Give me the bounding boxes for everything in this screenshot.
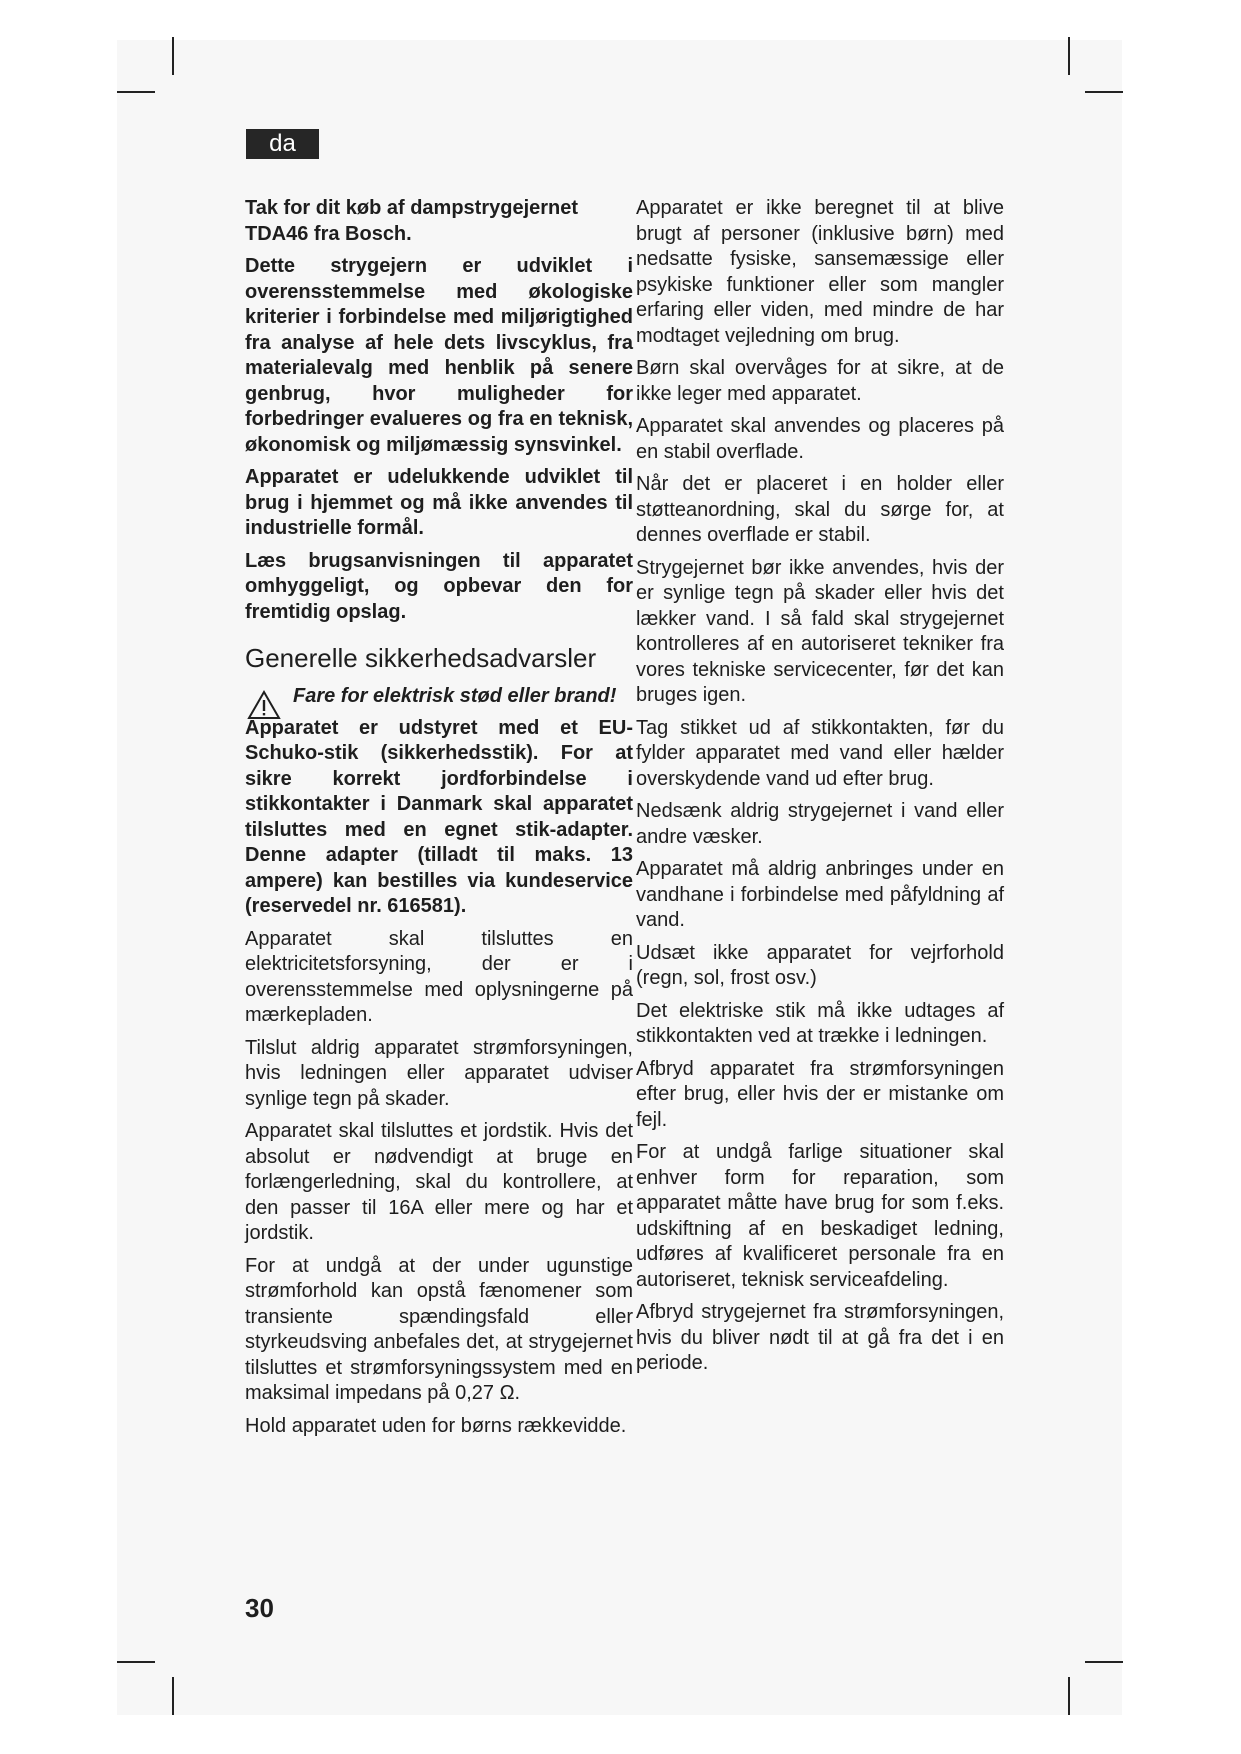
right-paragraph: Det elektriske stik må ikke udtages af stikkontakten ved at trække i ledningen. [636,999,1004,1047]
warning-triangle-icon [247,690,281,720]
crop-mark-bottom-right-horizontal [1085,1661,1123,1663]
crop-mark-bottom-right-vertical [1068,1677,1070,1715]
section-title: Generelle sikkerhedsadvarsler [245,643,597,673]
crop-mark-top-left-vertical [172,37,174,75]
left-column [245,196,633,1446]
warning-block [245,684,633,710]
right-paragraph: Når det er placeret i en holder eller støtteanordning, skal du sørge for, at dennes overflade er stabil. [636,473,1004,546]
intro-title: Tak for dit køb af dampstrygejernet TDA46 fra Bosch. [245,197,579,245]
language-tab: da [246,129,319,159]
intro-read: Læs brugsanvisningen til apparatet omhyggeligt, og opbevar den for fremtidig opslag. [245,549,633,623]
right-paragraph: Afbryd apparatet fra strømforsyningen efter brug, eller hvis der er mistanke om fejl. [636,1057,1004,1131]
right-paragraph: Nedsænk aldrig strygejernet i vand eller andre væsker. [636,800,1004,848]
intro-eco: Dette strygejern er udviklet i overensstemmelse med økologiske kriterier i forbindelse med miljørigtighed fra analyse af hele dets livscyklus, fra materialevalg med henblik på senere genbrug, hvor muligheder for forbedringer evalueres og fra en teknisk, økonomisk og miljømæssig synsvinkel. [245,255,633,456]
left-paragraph: For at undgå at der under ugunstige strømforhold kan opstå fænomener som transiente spændingsfald eller styrkeudsving anbefales det, at strygejernet tilsluttes et strømforsyningssystem med en maksimal impedans på 0,27 Ω. [245,1254,633,1404]
right-paragraph: Udsæt ikke apparatet for vejrforhold (regn, sol, frost osv.) [636,941,1004,989]
right-paragraph: Afbryd strygejernet fra strømforsyningen, hvis du bliver nødt til at gå fra det i en periode. [636,1301,1004,1374]
right-paragraph: Strygejernet bør ikke anvendes, hvis der er synlige tegn på skader eller hvis det lækker vand. I så fald skal strygejernet kontrolleres af en autoriseret tekniker fra vores tekniske servicecenter, før det kan bruges igen. [636,556,1004,706]
right-column [636,196,1004,1384]
page-number: 30 [245,1593,274,1623]
crop-mark-bottom-left-vertical [172,1677,174,1715]
crop-mark-top-right-horizontal [1085,91,1123,93]
crop-mark-top-left-horizontal [117,91,155,93]
intro-home: Apparatet er udelukkende udviklet til brug i hjemmet og må ikke anvendes til industrielle formål. [245,466,633,539]
left-paragraph: Tilslut aldrig apparatet strømforsyningen, hvis ledningen eller apparatet udviser synlige tegn på skader. [245,1036,633,1110]
crop-mark-top-right-vertical [1068,37,1070,75]
right-paragraph: Apparatet skal anvendes og placeres på en stabil overflade. [636,415,1004,463]
right-paragraph: Apparatet er ikke beregnet til at blive brugt af personer (inklusive børn) med nedsatte fysiske, sansemæssige eller psykiske funktioner eller som mangler erfaring eller viden, med mindre de har modtaget vejledning om brug. [636,197,1004,347]
right-paragraph: For at undgå farlige situationer skal enhver form for reparation, som apparatet måtte have brug for som f.eks. udskiftning af en beskadiget ledning, udføres af kvalificeret personale fra en autoriseret, teknisk serviceafdeling. [636,1141,1004,1291]
warning-text: Fare for elektrisk stød eller brand! [293,685,617,707]
schuko-paragraph: Apparatet er udstyret med et EU-Schuko-stik (sikkerhedsstik). For at sikre korrekt jordforbindelse i stikkontakter i Danmark skal apparatet tilsluttes med en egnet stik-adapter. Denne adapter (tilladt til maks. 13 ampere) kan bestilles via kundeservice (reservedel nr. 616581). [245,716,633,917]
left-paragraph: Apparatet skal tilsluttes en elektricitetsforsyning, der er i overensstemmelse med oplysningerne på mærkepladen. [245,927,633,1026]
right-paragraph: Børn skal overvåges for at sikre, at de ikke leger med apparatet. [636,357,1004,405]
left-paragraph: Apparatet skal tilsluttes et jordstik. Hvis det absolut er nødvendigt at bruge en forlængerledning, skal du kontrollere, at den passer til 16A eller mere og har et jordstik. [245,1120,633,1244]
right-paragraph: Tag stikket ud af stikkontakten, før du fylder apparatet med vand eller hælder overskydende vand ud efter brug. [636,716,1004,790]
left-paragraph: Hold apparatet uden for børns rækkevidde. [245,1414,627,1437]
right-paragraph: Apparatet må aldrig anbringes under en vandhane i forbindelse med påfyldning af vand. [636,858,1004,931]
crop-mark-bottom-left-horizontal [117,1661,155,1663]
